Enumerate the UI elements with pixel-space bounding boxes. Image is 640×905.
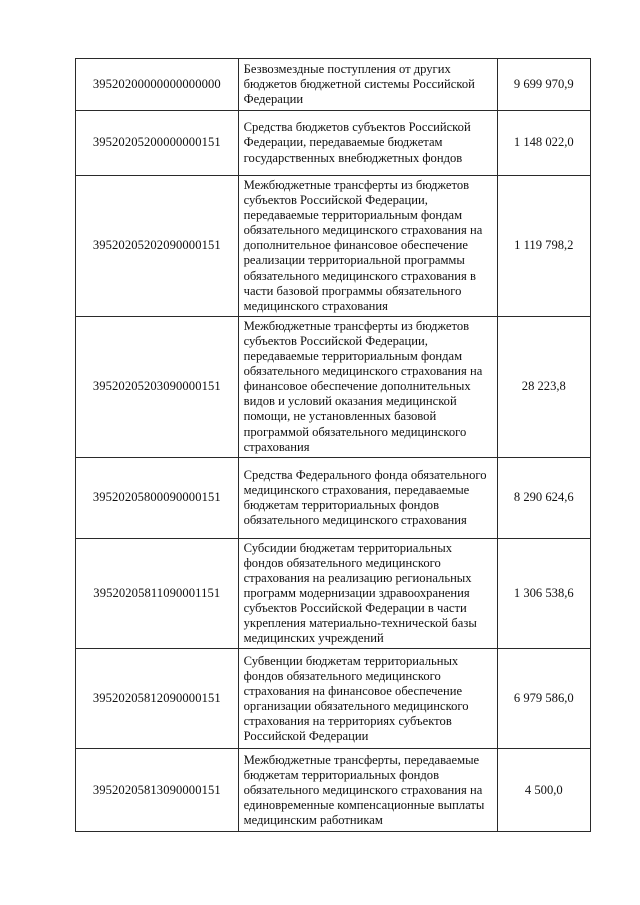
description-cell — [238, 649, 497, 749]
amount-cell: 8 290 624,6 — [497, 457, 590, 538]
budget-code-cell: 39520205812090000151 — [76, 649, 239, 749]
description-cell — [238, 111, 497, 176]
description-text: Средства бюджетов субъектов Российской Федерации, передаваемые бюджетам государственных внебюджетных фондов — [243, 120, 471, 165]
description-text: Межбюджетные трансферты из бюджетов субъектов Российской Федерации, передаваемые территориальным фондам обязательного медицинского страхования на дополнительное финансовое обеспечение реализации территориальной программы обязательного медицинского страхования в части базовой программы обязательного медицинского страхования — [243, 178, 483, 313]
budget-code-cell: 39520205813090000151 — [76, 749, 239, 832]
budget-code-cell: 39520205800090000151 — [76, 457, 239, 538]
budget-code-cell: 39520200000000000000 — [76, 59, 239, 111]
description-cell — [238, 316, 497, 457]
amount-cell: 28 223,8 — [497, 316, 590, 457]
table-row — [76, 649, 591, 749]
table-row — [76, 538, 591, 649]
description-cell — [238, 457, 497, 538]
amount-cell: 1 119 798,2 — [497, 176, 590, 317]
table-row — [76, 749, 591, 832]
description-cell — [238, 749, 497, 832]
description-cell — [238, 176, 497, 317]
description-text: Субсидии бюджетам территориальных фондов обязательного медицинского страхования на реализацию региональных программ модернизации здравоохранения субъектов Российской Федерации в части укрепления материально-технической базы медицинских учреждений — [243, 540, 477, 646]
table-row — [76, 59, 591, 111]
amount-cell: 1 306 538,6 — [497, 538, 590, 649]
budget-code-cell: 39520205811090001151 — [76, 538, 239, 649]
table-row — [76, 457, 591, 538]
description-cell — [238, 59, 497, 111]
table-row — [76, 316, 591, 457]
budget-revenue-table — [75, 58, 591, 832]
budget-code-cell: 39520205203090000151 — [76, 316, 239, 457]
description-text: Средства Федерального фонда обязательного медицинского страхования, передаваемые бюджетам территориальных фондов обязательного медицинского страхования — [243, 467, 487, 527]
table-row — [76, 176, 591, 317]
table-row — [76, 111, 591, 176]
description-cell — [238, 538, 497, 649]
description-text: Межбюджетные трансферты из бюджетов субъектов Российской Федерации, передаваемые территориальным фондам обязательного медицинского страхования на финансовое обеспечение дополнительных видов и условий оказания медицинской помощи, не установленных базовой программой обязательного медицинского страхования — [243, 318, 483, 454]
description-text: Межбюджетные трансферты, передаваемые бюджетам территориальных фондов обязательного медицинского страхования на единовременные компенсационные выплаты медицинским работникам — [243, 752, 485, 827]
amount-cell: 1 148 022,0 — [497, 111, 590, 176]
description-text: Субвенции бюджетам территориальных фондов обязательного медицинского страхования на финансовое обеспечение организации обязательного медицинского страхования на территориях субъектов Российской Федерации — [243, 653, 469, 744]
budget-code-cell: 39520205200000000151 — [76, 111, 239, 176]
amount-cell: 4 500,0 — [497, 749, 590, 832]
budget-code-cell: 39520205202090000151 — [76, 176, 239, 317]
amount-cell: 6 979 586,0 — [497, 649, 590, 749]
amount-cell: 9 699 970,9 — [497, 59, 590, 111]
description-text: Безвозмездные поступления от других бюджетов бюджетной системы Российской Федерации — [243, 61, 475, 107]
